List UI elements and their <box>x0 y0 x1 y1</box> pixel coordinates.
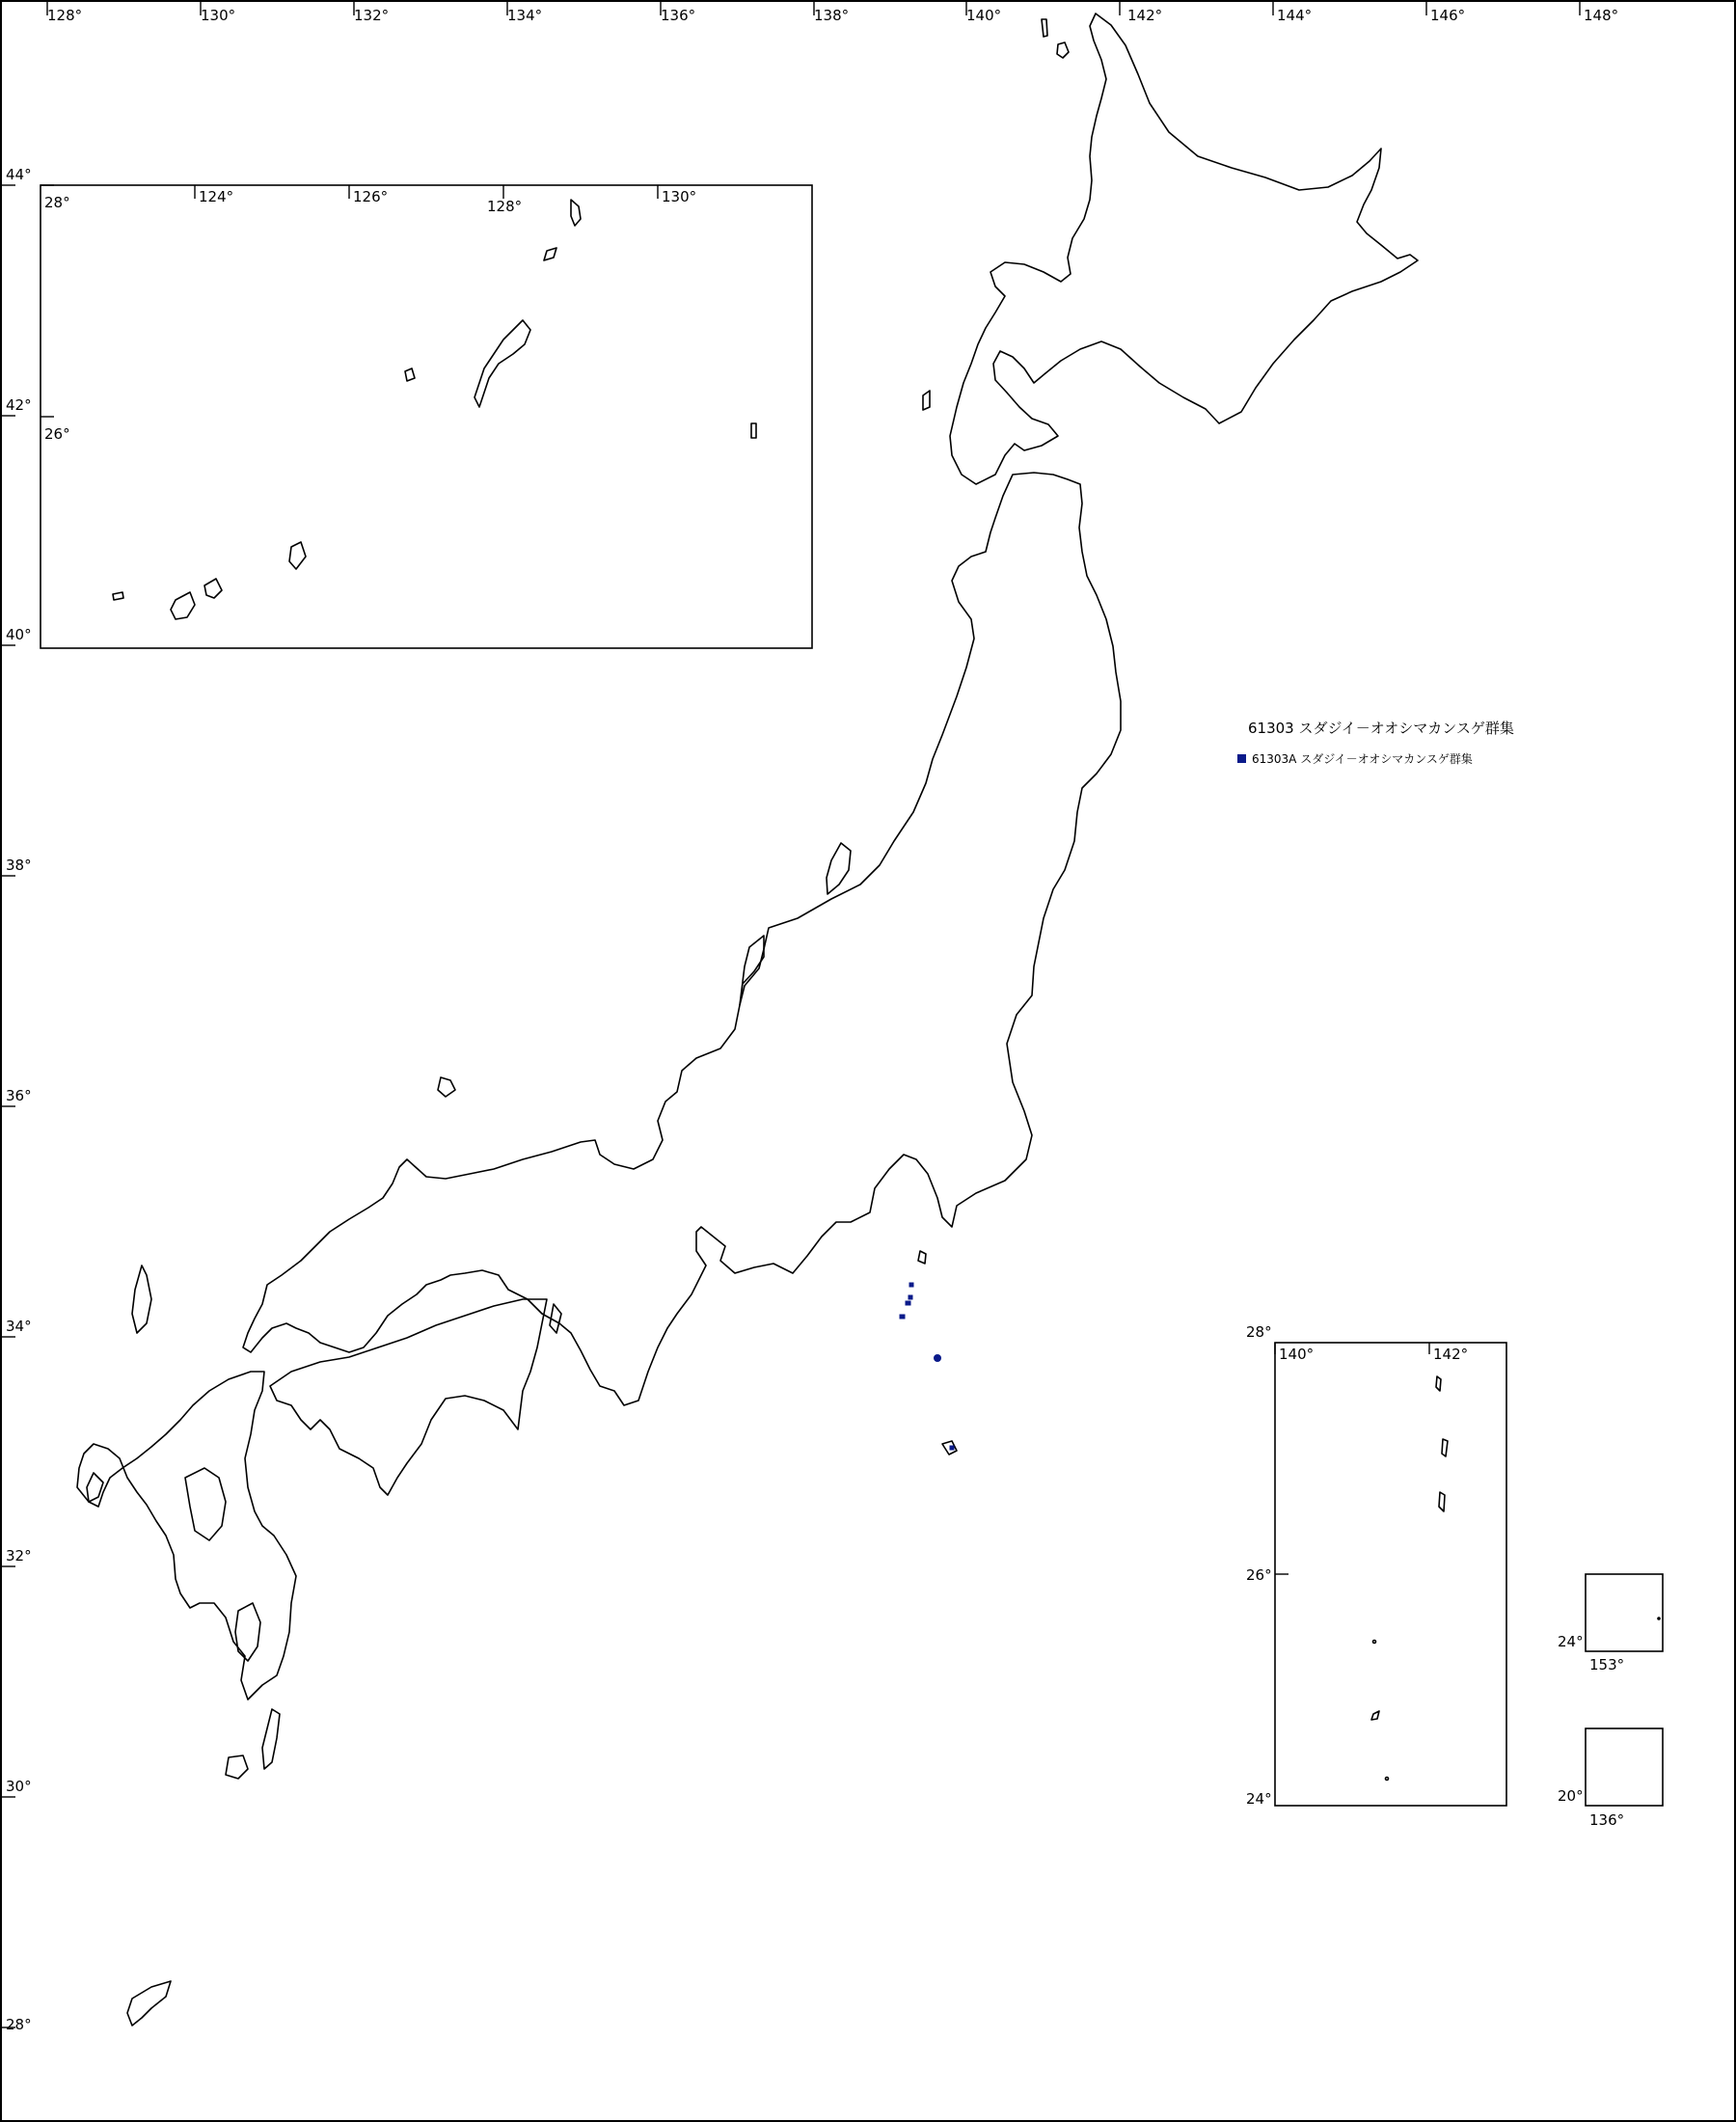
sado-island <box>827 843 851 894</box>
lon-label: 140° <box>966 7 1002 24</box>
inset-lon-label: 130° <box>662 188 697 205</box>
lon-label: 144° <box>1277 7 1313 24</box>
legend-item-label: 61303A スダジイ－オオシマカンスゲ群集 <box>1252 752 1473 766</box>
observation-point <box>906 1301 910 1305</box>
lat-label: 30° <box>6 1778 32 1795</box>
inset-ogasawara-frame <box>1275 1343 1506 1806</box>
lon-label: 132° <box>354 7 390 24</box>
inset-lon-label: 128° <box>487 198 523 215</box>
oki-islands <box>438 1077 455 1097</box>
inset-lat-label: 26° <box>44 425 70 443</box>
inset-corner-label: 28° <box>44 194 70 211</box>
lat-label: 44° <box>6 166 32 183</box>
lat-ticks-left <box>2 185 15 2027</box>
lon-label: 130° <box>201 7 236 24</box>
yakushima <box>226 1755 248 1779</box>
inset-okinotorishima-frame <box>1586 1728 1663 1806</box>
rishiri-island <box>1057 42 1069 58</box>
lon-label: 136° <box>661 7 696 24</box>
inset-ogasawara <box>1246 1323 1506 1808</box>
inset-lat-label: 24° <box>1246 1790 1272 1808</box>
lat-label: 36° <box>6 1087 32 1104</box>
inset-lat-label: 20° <box>1558 1787 1584 1805</box>
inset-lat-label: 24° <box>1558 1633 1584 1650</box>
lat-label: 38° <box>6 857 32 874</box>
rebun-island <box>1042 19 1047 37</box>
lat-labels-left <box>6 166 32 2033</box>
inset-lon-label: 142° <box>1433 1346 1469 1363</box>
lon-label: 134° <box>507 7 543 24</box>
inset-lon-label: 126° <box>353 188 389 205</box>
inset-minamitorishima-frame <box>1586 1574 1663 1651</box>
okushiri-island <box>923 391 930 410</box>
lon-label: 138° <box>814 7 850 24</box>
lon-label: 142° <box>1127 7 1163 24</box>
observation-point <box>935 1355 941 1362</box>
kyushu-coastline <box>77 1372 296 1700</box>
inset-lat-label: 28° <box>1246 1323 1272 1341</box>
legend-swatch <box>1237 754 1246 763</box>
lon-label: 146° <box>1430 7 1466 24</box>
lat-label: 32° <box>6 1547 32 1564</box>
awaji-island <box>550 1304 561 1333</box>
observation-point <box>909 1295 912 1299</box>
legend <box>1237 720 1514 766</box>
map-canvas <box>2 2 1736 2122</box>
kagoshima-bay <box>235 1603 260 1661</box>
lat-label: 40° <box>6 626 32 643</box>
shikoku-coastline <box>270 1299 547 1495</box>
inset-lon-label: 140° <box>1279 1346 1315 1363</box>
lat-label: 42° <box>6 396 32 414</box>
inset-lon-label: 136° <box>1589 1811 1625 1829</box>
inset-lat-label: 26° <box>1246 1566 1272 1584</box>
inset-okinotorishima <box>1558 1728 1663 1829</box>
hokkaido-coastline <box>950 14 1418 484</box>
lat-label: 34° <box>6 1318 32 1335</box>
inset-lon-label: 124° <box>199 188 234 205</box>
lon-label: 148° <box>1584 7 1619 24</box>
inset-lon-label: 153° <box>1589 1656 1625 1673</box>
inset-okinawa <box>41 185 812 648</box>
observation-point <box>900 1315 905 1319</box>
ariake-bay <box>185 1468 226 1540</box>
amami-oshima <box>127 1981 171 2026</box>
inset-minamitorishima <box>1558 1574 1663 1673</box>
lon-labels-top <box>47 7 1618 24</box>
legend-title: 61303 スダジイ－オオシマカンスゲ群集 <box>1248 720 1514 737</box>
lat-label: 28° <box>6 2016 32 2033</box>
tanegashima <box>262 1709 280 1769</box>
observation-point <box>950 1446 954 1450</box>
observation-points <box>900 1283 954 1450</box>
noto-peninsula <box>740 936 764 1005</box>
lon-label: 128° <box>47 7 83 24</box>
inset-okinawa-frame <box>41 185 812 648</box>
observation-point <box>909 1283 913 1287</box>
izu-oshima <box>918 1251 926 1264</box>
tsushima-island <box>132 1265 151 1333</box>
